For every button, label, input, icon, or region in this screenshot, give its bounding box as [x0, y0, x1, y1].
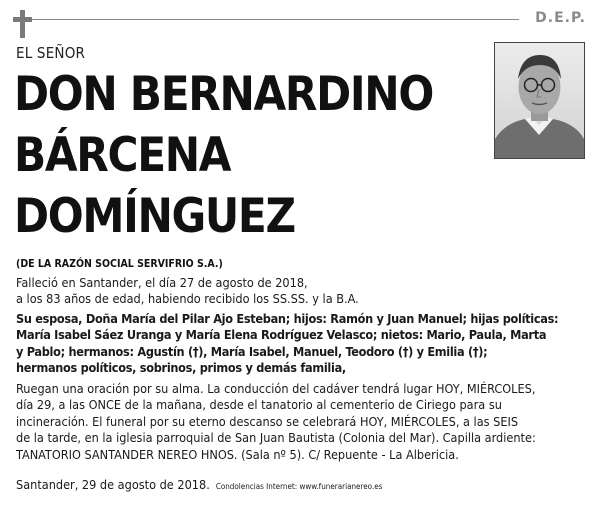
footer	[16, 477, 382, 492]
family-paragraph	[16, 311, 590, 377]
text-line: Falleció en Santander, el día 27 de agosto de 2018,	[16, 275, 308, 290]
title-label: EL SEÑOR	[16, 44, 86, 62]
header-rule	[14, 19, 519, 20]
text-line: TANATORIO SANTANDER NEREO HNOS. (Sala nº 5). C/ Repuente - La Albericia.	[16, 446, 459, 462]
portrait-photo	[494, 42, 585, 159]
ceremony-paragraph	[16, 381, 590, 463]
text-line: hermanos políticos, sobrinos, primos y demás familia,	[16, 360, 346, 376]
text-line: de la tarde, en la iglesia parroquial de San Juan Bautista (Colonia del Mar). Capilla ardiente:	[16, 430, 536, 446]
text-line: y Pablo; hermanos: Agustín (†), María Isabel, Manuel, Teodoro (†) y Emilia (†);	[16, 343, 488, 359]
text-line: día 29, a las ONCE de la mañana, desde el tanatorio al cementerio de Ciriego para su	[16, 397, 502, 413]
name-line-3: DOMÍNGUEZ	[14, 189, 295, 244]
cross-icon	[12, 10, 34, 40]
text-line: incineración. El funeral por su eterno descanso se celebrará HOY, MIÉRCOLES, a las SEIS	[16, 413, 519, 429]
text-line: Ruegan una oración por su alma. La conducción del cadáver tendrá lugar HOY, MIÉRCOLES,	[16, 381, 536, 396]
company-line: (DE LA RAZÓN SOCIAL SERVIFRIO S.A.)	[16, 258, 223, 270]
text-line: a los 83 años de edad, habiendo recibido los SS.SS. y la B.A.	[16, 291, 359, 307]
death-notice-paragraph	[16, 275, 590, 308]
condolences-link[interactable]: Condolencias Internet: www.funerarianereo.es	[215, 482, 383, 491]
name-line-1: DON BERNARDINO	[14, 67, 433, 122]
name-line-2: BÁRCENA	[14, 128, 231, 183]
dep-label: D.E.P.	[535, 10, 586, 26]
place-date: Santander, 29 de agosto de 2018.	[16, 477, 210, 492]
text-line: Su esposa, Doña María del Pilar Ajo Esteban; hijos: Ramón y Juan Manuel; hijas políticas:	[16, 311, 559, 326]
header-bar	[0, 10, 600, 30]
text-line: María Isabel Sáez Uranga y María Elena Rodríguez Velasco; nietos: Mario, Paula, Marta	[16, 327, 547, 343]
deceased-name	[14, 64, 437, 247]
